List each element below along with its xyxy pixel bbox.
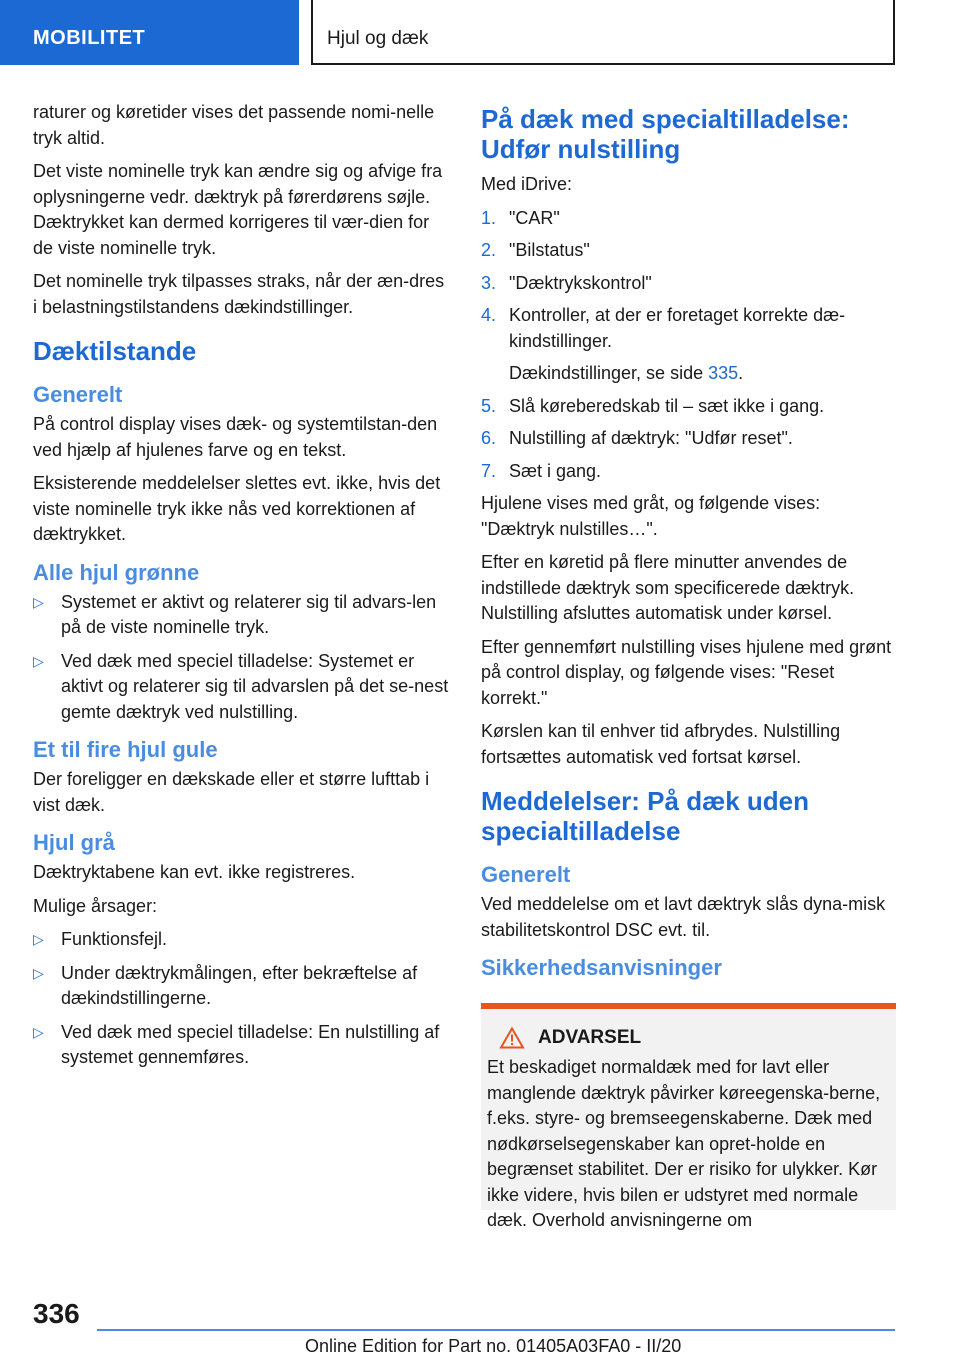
heading-meddelelser: Meddelelser: På dæk uden specialtilladelse [481,786,809,846]
footer-edition: Online Edition for Part no. 01405A03FA0 - II/20 [305,1336,682,1356]
footer-rule [97,1329,895,1331]
paragraph: På control display vises dæk- og systemtilstan-den ved hjælp af hjulenes farve og en tekst. [33,414,438,460]
step-number: 5. [481,395,497,416]
paragraph: Mulige årsager: [33,895,158,916]
step-item [481,459,896,485]
left-column [33,100,449,1079]
list-item-text: Ved dæk med speciel tilladelse: En nulstilling af systemet gennemføres. [61,1021,440,1067]
paragraph: Kørslen kan til enhver tid afbrydes. Nulstilling fortsættes automatisk ved fortsat kørsel. [481,721,841,767]
warning-title: ADVARSEL [538,1027,642,1048]
step-text: "Dæktrykskontrol" [509,272,652,293]
heading-alle-hjul-gronne: Alle hjul grønne [33,559,200,585]
right-column [481,100,896,1230]
triangle-bullet-icon: ▷ [33,931,44,947]
list-item-text: Funktionsfejl. [61,929,168,949]
paragraph: Det viste nominelle tryk kan ændre sig og afvige fra oplysningerne vedr. dæktryk på førerdørens søjle. Dæktrykket kan dermed korrigeres til vær-dien for de viste nominelle tryk. [33,161,443,258]
section-tab: MOBILITET [0,0,299,65]
step-item [481,426,896,452]
step-number: 4. [481,305,497,325]
punctuation: . [738,363,744,383]
bullet-list-graa [33,927,449,1071]
warning-header [487,1027,890,1049]
step-text: Kontroller, at der er foretaget korrekte dæ-kindstillinger. [509,305,846,351]
heading-generelt: Generelt [33,382,123,407]
heading-daektilstande: Dæktilstande [33,336,197,366]
cross-reference-text: Dækindstillinger, se side [509,363,709,383]
page-reference-link[interactable]: 335 [708,363,739,383]
chapter-title: Hjul og dæk [311,0,895,65]
paragraph: Efter en køretid på flere minutter anvendes de indstillede dæktryk som specificerede dæktryk. Nulstilling afsluttes automatisk under kørsel. [481,552,855,623]
triangle-bullet-icon: ▷ [33,1023,44,1040]
step-text: Slå køreberedskab til – sæt ikke i gang. [509,395,825,416]
warning-triangle-icon [500,1027,524,1049]
step-item [481,303,896,387]
paragraph: Eksisterende meddelelser slettes evt. ikke, hvis det viste nominelle tryk ikke nås ved korrektionen af dæktrykket. [33,473,441,544]
step-item [481,271,896,297]
paragraph: Efter gennemført nulstilling vises hjulene med grønt på control display, og følgende vises: "Reset korrekt." [481,636,892,708]
step-text: Nulstilling af dæktryk: "Udfør reset". [509,428,793,448]
paragraph: Det nominelle tryk tilpasses straks, når der æn-dres i belastningstilstandens dækindstillinger. [33,271,445,317]
step-subtext [509,361,896,387]
heading-specialtilladelse-nulstilling: På dæk med specialtilladelse: Udfør nulstilling [481,104,850,164]
triangle-bullet-icon: ▷ [33,964,44,981]
list-item [33,1020,449,1071]
heading-hjul-graa: Hjul grå [33,830,115,855]
steps-list [481,206,896,485]
paragraph: Der foreligger en dækskade eller et større lufttab i vist dæk. [33,769,430,815]
list-item [33,927,449,953]
paragraph: Ved meddelelse om et lavt dæktryk slås dyna-misk stabilitetskontrol DSC evt. til. [481,894,886,940]
paragraph: Dæktryktabene kan evt. ikke registreres. [33,862,356,882]
triangle-bullet-icon: ▷ [33,652,44,669]
step-item [481,394,896,420]
step-number: 6. [481,428,497,448]
step-text: "CAR" [509,207,560,228]
heading-generelt: Generelt [481,862,571,887]
paragraph: Hjulene vises med gråt, og følgende vises: "Dæktryk nulstilles…". [481,493,821,539]
step-text: Sæt i gang. [509,460,602,481]
bullet-list-gronne [33,590,449,726]
step-number: 3. [481,272,497,293]
paragraph: raturer og køretider vises det passende nomi-nelle tryk altid. [33,102,435,148]
paragraph: Med iDrive: [481,174,573,194]
list-item [33,961,449,1012]
step-number: 2. [481,240,497,260]
list-item-text: Systemet er aktivt og relaterer sig til advars-len på de viste nominelle tryk. [61,591,437,637]
triangle-bullet-icon: ▷ [33,593,44,610]
list-item-text: Under dæktrykmålingen, efter bekræftelse af dækindstillingerne. [61,962,418,1008]
step-text: "Bilstatus" [509,240,590,260]
step-item [481,206,896,232]
step-number: 1. [481,207,497,228]
page-number: 336 [33,1298,80,1329]
warning-box [481,1003,896,1230]
list-item [33,649,449,726]
warning-text: Et beskadiget normaldæk med for lavt eller manglende dæktryk påvirker køreegenska-berne, f.eks. styre- og bremseegenskaberne. Dæk med nødkørselsegenskaber kan opret-holde en begrænset stabilitet. Der er risiko for ulykker. Kør ikke videre, hvis bilen er udstyret med normale dæk. Overhold anvisningerne om [487,1057,881,1230]
list-item-text: Ved dæk med speciel tilladelse: Systemet er aktivt og relaterer sig til advarslen på det se-nest gemte dæktryk ved nulstilling. [61,650,449,722]
list-item [33,590,449,641]
step-number: 7. [481,460,497,481]
heading-sikkerhedsanvisninger: Sikkerhedsanvisninger [481,955,722,980]
step-item [481,238,896,264]
heading-et-til-fire-hjul-gule: Et til fire hjul gule [33,737,218,762]
